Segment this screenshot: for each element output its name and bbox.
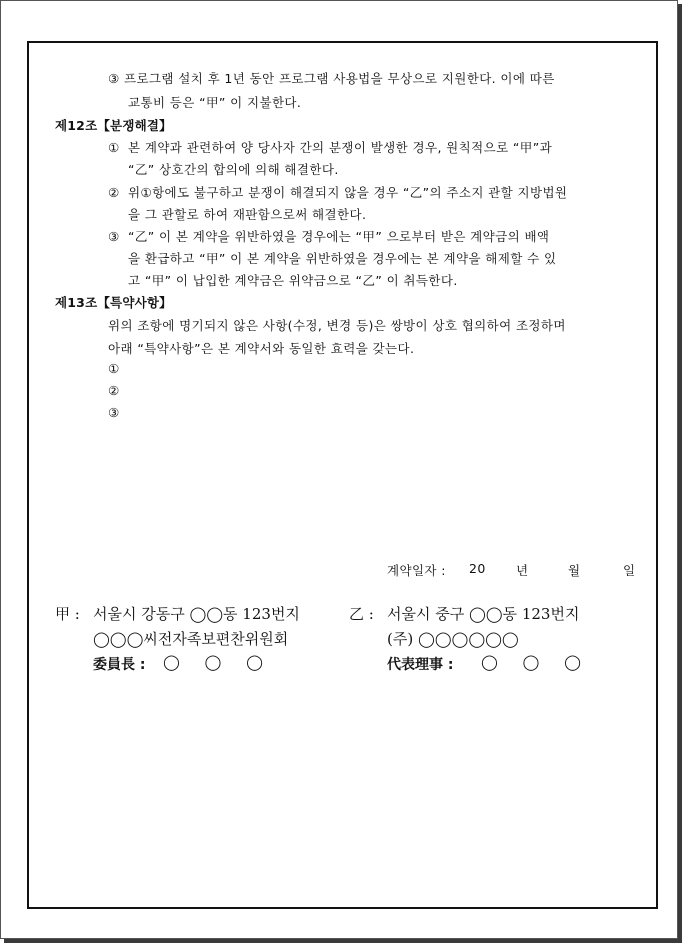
article13-para-line1: 위의 조항에 명기되지 않은 사항(수정, 변경 등)은 쌍방이 상호 협의하여 조정하며 (108, 318, 566, 333)
party-b-org: (주) ◯◯◯◯◯◯ (387, 630, 519, 648)
party-b-address: 서울시 중구 ◯◯동 123번지 (387, 605, 580, 623)
article12-item3-line2: 을 환급하고 “甲” 이 본 계약을 위반하였을 경우에는 본 계약을 해제할 수 있 (128, 251, 557, 266)
item-number: ① (108, 140, 120, 155)
item-text: 위①항에도 불구하고 분쟁이 해결되지 않을 경우 “乙”의 주소지 관할 지방법원 (128, 185, 568, 200)
party-b-rep-title: 代表理事 : (387, 657, 454, 673)
party-a-org: ◯◯◯씨전자족보편찬위원회 (93, 630, 289, 648)
item-number: ③ (108, 229, 120, 244)
special-item-1: ① (108, 361, 120, 376)
contract-date-year-unit: 년 (516, 563, 529, 578)
article12-item1-line2: “乙” 상호간의 합의에 의해 해결한다. (128, 162, 339, 177)
party-a-rep-title: 委員長 : (93, 657, 146, 673)
article12-item3-line3: 고 “甲” 이 납입한 계약금은 위약금으로 “乙” 이 취득한다. (128, 273, 458, 288)
contract-date-year-prefix: 20 (469, 561, 486, 576)
article12-heading: 제12조【분쟁해결】 (55, 118, 172, 133)
party-b-label: 乙 : (349, 605, 374, 623)
party-b-seal: ◯ ◯ ◯ (481, 653, 591, 671)
special-item-2: ② (108, 383, 120, 398)
contract-date-month-unit: 월 (568, 563, 581, 578)
article12-item1-line1 (108, 138, 552, 156)
article12-item3-line1 (108, 227, 549, 245)
item-text: “乙” 이 본 계약을 위반하였을 경우에는 “甲” 으로부터 받은 계약금의 배액 (128, 229, 550, 244)
item-text: 본 계약과 관련하여 양 당사자 간의 분쟁이 발생한 경우, 원칙적으로 “甲”과 (128, 140, 553, 155)
article12-item2-line2: 을 그 관할로 하여 재판함으로써 해결한다. (128, 207, 367, 222)
article13-heading: 제13조【특약사항】 (55, 295, 172, 310)
contract-frame (27, 41, 658, 909)
article12-item2-line1 (108, 183, 567, 201)
party-a-address: 서울시 강동구 ◯◯동 123번지 (93, 605, 300, 623)
party-a-seal: ◯ ◯ ◯ (163, 653, 273, 671)
article13-para-line2: 아래 “특약사항”은 본 계약서와 동일한 효력을 갖는다. (108, 341, 415, 356)
party-a-label: 甲 : (55, 605, 80, 623)
article11-item3-line2: 교통비 등은 “甲” 이 지불한다. (128, 95, 302, 110)
item-number: ② (108, 185, 120, 200)
article11-item3-line1: ③ 프로그램 설치 후 1년 동안 프로그램 사용법을 무상으로 지원한다. 이에 따른 (108, 71, 555, 86)
contract-date-day-unit: 일 (623, 563, 636, 578)
special-item-3: ③ (108, 405, 120, 420)
contract-date-label: 계약일자 : (387, 563, 446, 578)
